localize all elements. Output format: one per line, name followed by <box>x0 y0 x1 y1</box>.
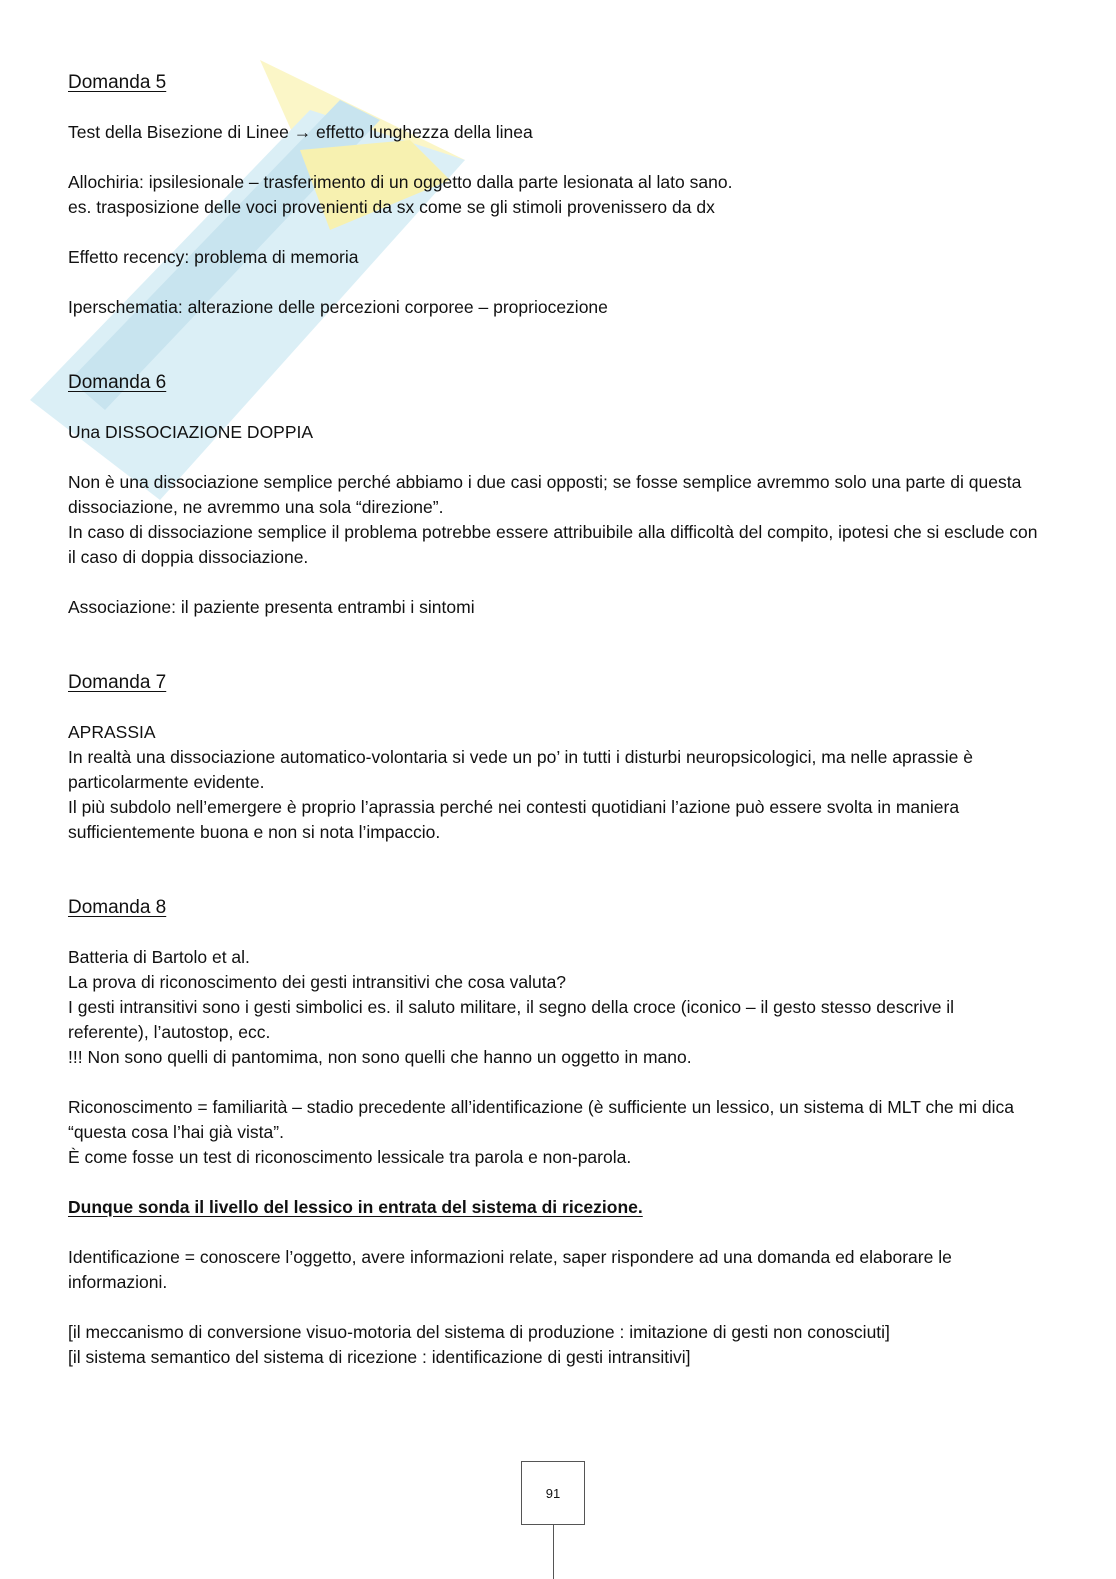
page-content <box>68 70 1038 1370</box>
text-line: In realtà una dissociazione automatico-volontaria si vede un po’ in tutti i disturbi neuropsicologici, ma nelle aprassie è particolarmente evidente. <box>68 747 973 792</box>
emphasized-conclusion: Dunque sonda il livello del lessico in entrata del sistema di ricezione. <box>68 1197 643 1217</box>
text-line: [il meccanismo di conversione visuo-motoria del sistema di produzione : imitazione di gesti non conosciuti] <box>68 1322 890 1342</box>
text-line: Il più subdolo nell’emergere è proprio l’aprassia perché nei contesti quotidiani l’azione può essere svolta in maniera sufficientemente buona e non si nota l’impaccio. <box>68 797 960 842</box>
text-line: In caso di dissociazione semplice il problema potrebbe essere attribuibile alla difficoltà del compito, ipotesi che si esclude con il caso di doppia dissociazione. <box>68 522 1038 567</box>
text-line: La prova di riconoscimento dei gesti intransitivi che cosa valuta? <box>68 972 567 992</box>
text-line: es. trasposizione delle voci provenienti da sx come se gli stimoli provenissero da dx <box>68 197 715 217</box>
text-line: Identificazione = conoscere l’oggetto, avere informazioni relate, saper rispondere ad una domanda ed elaborare le informazioni. <box>68 1247 952 1292</box>
text-line: Iperschematia: alterazione delle percezioni corporee – propriocezione <box>68 297 608 317</box>
text-line: I gesti intransitivi sono i gesti simbolici es. il saluto militare, il segno della croce (iconico – il gesto stesso descrive il referente), l’autostop, ecc. <box>68 997 955 1042</box>
section-heading-domanda-8: Domanda 8 <box>68 897 167 918</box>
page-number-text: 91 <box>545 1485 561 1501</box>
text-line: Allochiria: ipsilesionale – trasferimento di un oggetto dalla parte lesionata al lato sano. <box>68 172 733 192</box>
section-heading-domanda-7: Domanda 7 <box>68 672 167 693</box>
section-heading-domanda-5: Domanda 5 <box>68 72 167 93</box>
text-line: [il sistema semantico del sistema di ricezione : identificazione di gesti intransitivi] <box>68 1347 691 1367</box>
text-line: Effetto recency: problema di memoria <box>68 247 359 267</box>
text-line: APRASSIA <box>68 722 156 742</box>
text-line: Batteria di Bartolo et al. <box>68 947 250 967</box>
text-line: Non è una dissociazione semplice perché abbiamo i due casi opposti; se fosse semplice avremmo solo una parte di questa dissociazione, ne avremmo una sola “direzione”. <box>68 472 1022 517</box>
page-number <box>521 1461 585 1525</box>
section-heading-domanda-6: Domanda 6 <box>68 372 167 393</box>
text-line: Una DISSOCIAZIONE DOPPIA <box>68 422 314 442</box>
text-line: È come fosse un test di riconoscimento lessicale tra parola e non-parola. <box>68 1147 632 1167</box>
text-line: Test della Bisezione di Linee → effetto lunghezza della linea <box>68 122 533 142</box>
text-line: Riconoscimento = familiarità – stadio precedente all’identificazione (è sufficiente un lessico, un sistema di MLT che mi dica “questa cosa l’hai già vista”. <box>68 1097 1014 1142</box>
page-number-stem <box>553 1525 554 1579</box>
text-line: !!! Non sono quelli di pantomima, non sono quelli che hanno un oggetto in mano. <box>68 1047 692 1067</box>
text-line: Associazione: il paziente presenta entrambi i sintomi <box>68 597 475 617</box>
